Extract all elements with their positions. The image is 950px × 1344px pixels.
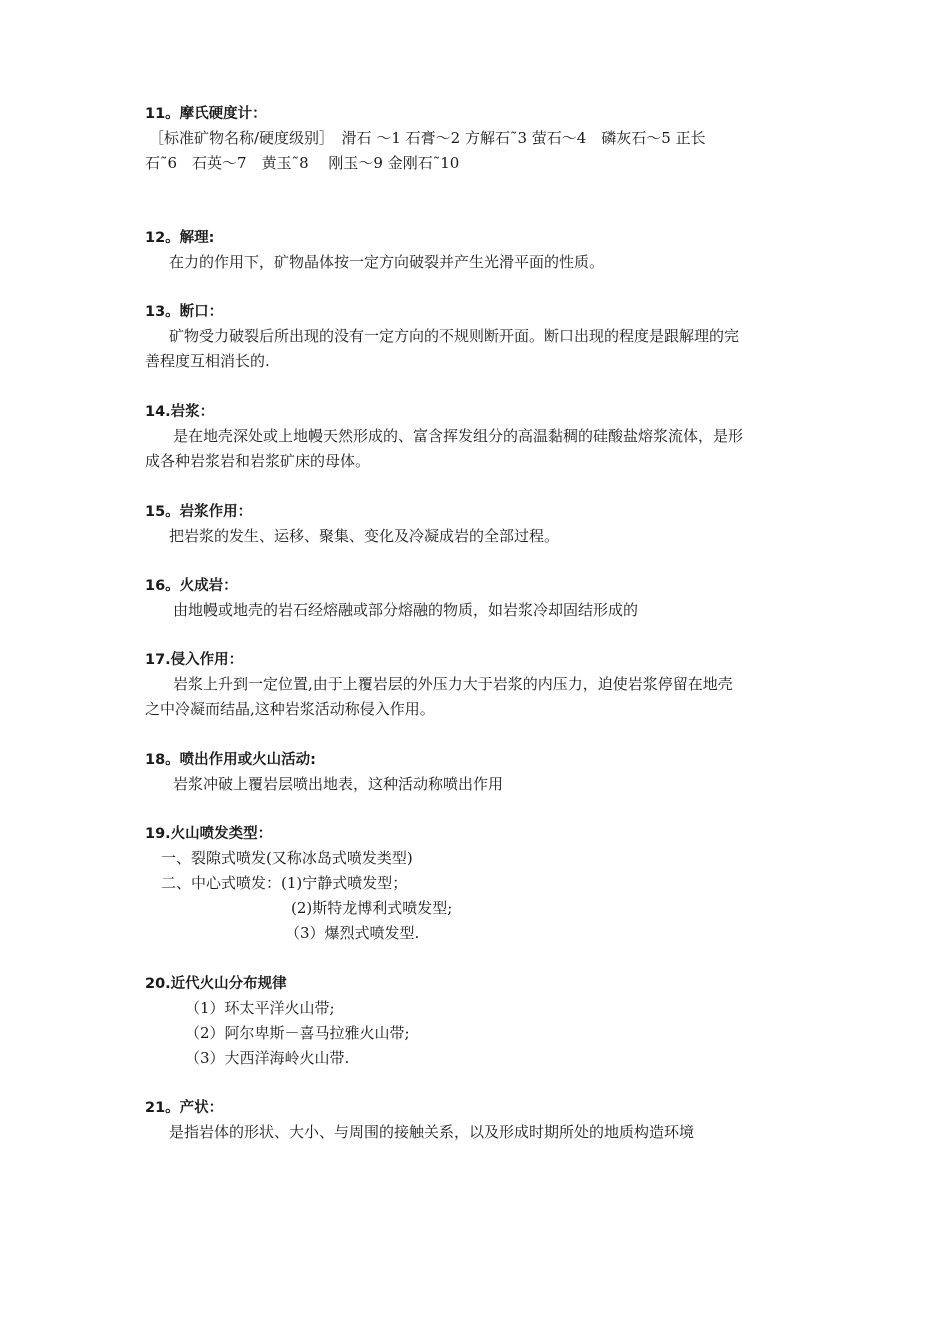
section-heading: 21。产状： [145,1100,224,1116]
section-line: 岩浆冲破上覆岩层喷出地表，这种活动称喷出作用 [173,775,504,793]
section-line: （3）大西洋海岭火山带. [185,1049,350,1067]
section-20-volcano-distribution [145,972,810,1071]
section-line: 成各种岩浆岩和岩浆矿床的母体。 [145,452,371,470]
section-17-intrusion [145,648,810,722]
section-heading: 19.火山喷发类型： [145,826,273,842]
section-16-igneous-rock [145,574,810,623]
section-line: 岩浆上升到一定位置,由于上覆岩层的外压力大于岩浆的内压力，迫使岩浆停留在地壳 [173,675,733,693]
section-line: 是指岩体的形状、大小、与周围的接触关系，以及形成时期所处的地质构造环境 [169,1123,695,1141]
section-heading: 15。岩浆作用： [145,504,253,520]
section-12-cleavage [145,226,810,275]
section-15-magmatism [145,500,810,549]
section-heading: 14.岩浆： [145,404,215,420]
section-13-fracture [145,300,810,374]
section-line: 由地幔或地壳的岩石经熔融或部分熔融的物质，如岩浆冷却固结形成的 [173,601,639,619]
section-line: (2)斯特龙博利式喷发型; [291,899,453,917]
section-line: （2）阿尔卑斯－喜马拉雅火山带; [185,1024,410,1042]
section-line: 善程度互相消长的. [145,352,270,370]
section-line: 之中冷凝而结晶,这种岩浆活动称侵入作用。 [145,700,435,718]
section-heading: 11。摩氏硬度计： [145,106,267,122]
section-line: 石˜6 石英～7 黄玉˜8 刚玉～9 金刚石˜10 [145,154,460,172]
section-14-magma [145,400,810,474]
section-line: 把岩浆的发生、运移、聚集、变化及冷凝成岩的全部过程。 [169,527,560,545]
section-11-mohs-hardness [145,102,810,176]
section-heading: 13。断口： [145,304,224,320]
section-19-eruption-types [145,822,810,946]
section-line: ［标准矿物名称/硬度级别］ 滑石 ～1 石膏～2 方解石˜3 萤石～4 磷灰石～5 正长 [149,129,706,147]
section-heading: 17.侵入作用： [145,652,244,668]
section-heading: 20.近代火山分布规律 [145,976,287,992]
section-line: 是在地壳深处或上地幔天然形成的、富含挥发组分的高温黏稠的硅酸盐熔浆流体，是形 [173,427,744,445]
section-heading: 16。火成岩： [145,578,238,594]
section-21-occurrence [145,1096,810,1145]
section-line: 矿物受力破裂后所出现的没有一定方向的不规则断开面。断口出现的程度是跟解理的完 [169,327,740,345]
section-heading: 18。喷出作用或火山活动: [145,752,316,768]
section-18-eruption [145,748,810,797]
section-line: 一、裂隙式喷发(又称冰岛式喷发类型) [161,849,413,867]
section-line: 二、中心式喷发：(1)宁静式喷发型； [161,874,408,892]
section-line: （1）环太平洋火山带; [185,999,335,1017]
section-heading: 12。解理: [145,230,215,246]
section-line: 在力的作用下，矿物晶体按一定方向破裂并产生光滑平面的性质。 [169,253,605,271]
section-line: （3）爆烈式喷发型. [285,924,420,942]
